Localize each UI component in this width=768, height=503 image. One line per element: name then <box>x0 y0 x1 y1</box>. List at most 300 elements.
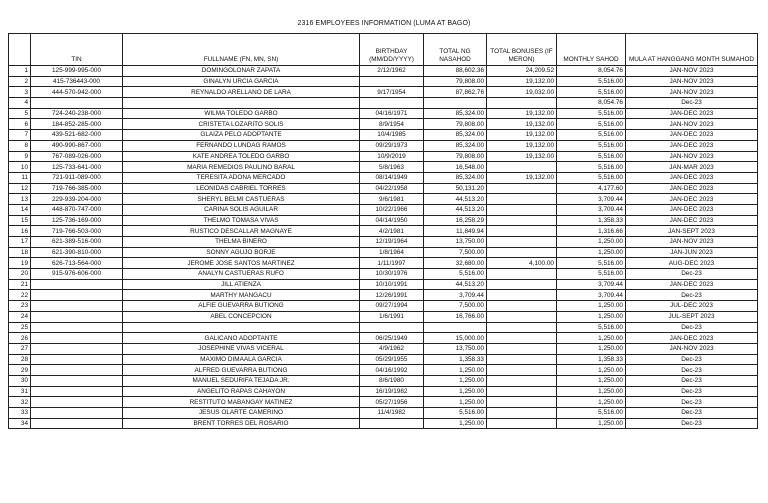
row-number-cell: 28 <box>9 354 31 365</box>
header-total-bonuses: TOTAL BONUSES (IF MERON) <box>487 34 557 66</box>
tin-cell: 125-733-641-000 <box>31 162 123 173</box>
fullname-cell: TERESITA ADONA MERCADO <box>123 172 360 183</box>
row-number-cell: 34 <box>9 418 31 429</box>
tin-cell <box>31 408 123 419</box>
monthly-sahod-cell: 3,709.44 <box>557 204 626 215</box>
total-nasahod-cell: 5,516.00 <box>424 408 487 419</box>
row-number-cell: 26 <box>9 333 31 344</box>
mula-hanggang-cell: JAN-SEPT 2023 <box>626 226 758 237</box>
row-number-cell: 6 <box>9 119 31 130</box>
total-nasahod-cell: 1,250.00 <box>424 397 487 408</box>
mula-hanggang-cell: AUG-DEC 2023 <box>626 258 758 269</box>
birthday-cell: 04/16/1992 <box>360 365 424 376</box>
tin-cell: 229-939-204-000 <box>31 194 123 205</box>
table-row <box>9 194 758 205</box>
total-nasahod-cell: 87,862.76 <box>424 87 487 98</box>
row-number-cell: 1 <box>9 66 31 77</box>
row-number-cell: 31 <box>9 386 31 397</box>
birthday-cell: 05/29/1955 <box>360 354 424 365</box>
total-bonuses-cell <box>487 204 557 215</box>
total-bonuses-cell: 24,209.52 <box>487 66 557 77</box>
fullname-cell: SHERYL BELMI CASTUERAS <box>123 194 360 205</box>
tin-cell: 415-736443-000 <box>31 76 123 87</box>
total-nasahod-cell: 79,808.00 <box>424 151 487 162</box>
total-nasahod-cell: 32,680.00 <box>424 258 487 269</box>
tin-cell: 767-089-026-000 <box>31 151 123 162</box>
monthly-sahod-cell: 5,516.00 <box>557 76 626 87</box>
mula-hanggang-cell: JUL-DEC 2023 <box>626 301 758 312</box>
tin-cell <box>31 301 123 312</box>
header-tin: TIN <box>31 34 123 66</box>
birthday-cell: 1/8/1964 <box>360 247 424 258</box>
mula-hanggang-cell: JAN-NOV 2023 <box>626 76 758 87</box>
tin-cell: 621-390-810-000 <box>31 247 123 258</box>
monthly-sahod-cell: 5,516.00 <box>557 172 626 183</box>
monthly-sahod-cell: 5,516.00 <box>557 322 626 333</box>
total-nasahod-cell: 1,250.00 <box>424 365 487 376</box>
row-number-cell: 30 <box>9 375 31 386</box>
row-number-cell: 13 <box>9 194 31 205</box>
table-row <box>9 98 758 109</box>
total-bonuses-cell <box>487 194 557 205</box>
total-bonuses-cell <box>487 333 557 344</box>
mula-hanggang-cell: Dec-23 <box>626 269 758 280</box>
fullname-cell: RUSTICO DESCALLAR MAGNAYE <box>123 226 360 237</box>
monthly-sahod-cell: 5,516.00 <box>557 108 626 119</box>
table-row <box>9 108 758 119</box>
tin-cell <box>31 290 123 301</box>
total-bonuses-cell: 19,132.00 <box>487 140 557 151</box>
birthday-cell: 05/27/1956 <box>360 397 424 408</box>
fullname-cell: ALFIE GUEVARRA BUTIONG <box>123 301 360 312</box>
total-bonuses-cell <box>487 162 557 173</box>
row-number-cell: 9 <box>9 151 31 162</box>
row-number-cell: 21 <box>9 279 31 290</box>
monthly-sahod-cell: 5,516.00 <box>557 162 626 173</box>
total-bonuses-cell: 19,132.00 <box>487 130 557 141</box>
total-bonuses-cell <box>487 354 557 365</box>
total-nasahod-cell: 15,000.00 <box>424 333 487 344</box>
total-nasahod-cell: 50,131.20 <box>424 183 487 194</box>
table-row <box>9 183 758 194</box>
birthday-cell: 1/6/1991 <box>360 311 424 322</box>
birthday-cell <box>360 76 424 87</box>
table-row <box>9 247 758 258</box>
birthday-cell: 04/22/1958 <box>360 183 424 194</box>
total-nasahod-cell: 85,324.00 <box>424 108 487 119</box>
monthly-sahod-cell: 1,250.00 <box>557 418 626 429</box>
mula-hanggang-cell: Dec-23 <box>626 290 758 301</box>
row-number-cell: 24 <box>9 311 31 322</box>
row-number-cell: 18 <box>9 247 31 258</box>
mula-hanggang-cell: JAN-DEC 2023 <box>626 204 758 215</box>
table-row <box>9 333 758 344</box>
fullname-cell: GLAIZA PELO ADOPTANTE <box>123 130 360 141</box>
total-bonuses-cell: 19,132.00 <box>487 172 557 183</box>
monthly-sahod-cell: 1,250.00 <box>557 301 626 312</box>
total-bonuses-cell <box>487 365 557 376</box>
monthly-sahod-cell: 1,250.00 <box>557 343 626 354</box>
total-nasahod-cell: 85,324.00 <box>424 130 487 141</box>
total-bonuses-cell <box>487 215 557 226</box>
mula-hanggang-cell: JAN-NOV 2023 <box>626 87 758 98</box>
row-number-cell: 32 <box>9 397 31 408</box>
monthly-sahod-cell: 4,177.60 <box>557 183 626 194</box>
mula-hanggang-cell: Dec-23 <box>626 386 758 397</box>
tin-cell: 719-766-503-000 <box>31 226 123 237</box>
birthday-cell: 10/10/1991 <box>360 279 424 290</box>
tin-cell: 915-976-606-000 <box>31 269 123 280</box>
table-row <box>9 343 758 354</box>
total-nasahod-cell: 16,548.00 <box>424 162 487 173</box>
table-row <box>9 311 758 322</box>
fullname-cell: THELMO TOMASA VIVAS <box>123 215 360 226</box>
total-bonuses-cell <box>487 226 557 237</box>
table-row <box>9 162 758 173</box>
mula-hanggang-cell: Dec-23 <box>626 98 758 109</box>
birthday-cell: 4/2/1981 <box>360 226 424 237</box>
monthly-sahod-cell: 1,250.00 <box>557 333 626 344</box>
birthday-cell <box>360 322 424 333</box>
table-row <box>9 290 758 301</box>
fullname-cell: FERNANDO LUNDAG RAMOS <box>123 140 360 151</box>
mula-hanggang-cell: Dec-23 <box>626 354 758 365</box>
table-row <box>9 418 758 429</box>
tin-cell: 621-389-516-000 <box>31 237 123 248</box>
fullname-cell: REYNALDO ARELLANO DE LARA <box>123 87 360 98</box>
fullname-cell: JOSEPHINE VIVAS VICERAL <box>123 343 360 354</box>
table-header-row <box>9 34 758 66</box>
total-nasahod-cell: 5,516.00 <box>424 269 487 280</box>
monthly-sahod-cell: 5,516.00 <box>557 151 626 162</box>
tin-cell <box>31 397 123 408</box>
mula-hanggang-cell: JAN-NOV 2023 <box>626 151 758 162</box>
total-bonuses-cell <box>487 386 557 397</box>
monthly-sahod-cell: 5,516.00 <box>557 140 626 151</box>
mula-hanggang-cell: JAN-NOV 2023 <box>626 237 758 248</box>
table-body <box>9 66 758 429</box>
table-row <box>9 226 758 237</box>
fullname-cell: MARTHY MANGACU <box>123 290 360 301</box>
row-number-cell: 14 <box>9 204 31 215</box>
total-bonuses-cell <box>487 311 557 322</box>
table-row <box>9 408 758 419</box>
birthday-cell <box>360 418 424 429</box>
birthday-cell: 2/12/1962 <box>360 66 424 77</box>
birthday-cell: 1/11/1997 <box>360 258 424 269</box>
monthly-sahod-cell: 1,316.66 <box>557 226 626 237</box>
total-nasahod-cell: 44,513.20 <box>424 204 487 215</box>
tin-cell: 439-521-682-000 <box>31 130 123 141</box>
monthly-sahod-cell: 3,709.44 <box>557 290 626 301</box>
fullname-cell: SONNY AGUJO BORJE <box>123 247 360 258</box>
table-row <box>9 215 758 226</box>
total-nasahod-cell: 13,750.00 <box>424 343 487 354</box>
monthly-sahod-cell: 3,709.44 <box>557 194 626 205</box>
birthday-cell: 09/27/1994 <box>360 301 424 312</box>
birthday-cell: 08/14/1949 <box>360 172 424 183</box>
mula-hanggang-cell: JAN-DEC 2023 <box>626 333 758 344</box>
mula-hanggang-cell: JAN-DEC 2023 <box>626 172 758 183</box>
header-birthday: BIRTHDAY (MM/DD/YYYY) <box>360 34 424 66</box>
tin-cell: 626-713-564-000 <box>31 258 123 269</box>
table-row <box>9 76 758 87</box>
total-bonuses-cell <box>487 98 557 109</box>
row-number-cell: 20 <box>9 269 31 280</box>
birthday-cell: 8/9/1954 <box>360 119 424 130</box>
header-no <box>9 34 31 66</box>
table-row <box>9 87 758 98</box>
tin-cell <box>31 98 123 109</box>
birthday-cell: 09/29/1973 <box>360 140 424 151</box>
total-nasahod-cell: 44,513.20 <box>424 194 487 205</box>
mula-hanggang-cell: Dec-23 <box>626 397 758 408</box>
birthday-cell: 5/8/1963 <box>360 162 424 173</box>
tin-cell <box>31 354 123 365</box>
total-nasahod-cell: 16,258.29 <box>424 215 487 226</box>
monthly-sahod-cell: 1,250.00 <box>557 397 626 408</box>
monthly-sahod-cell: 5,516.00 <box>557 87 626 98</box>
table-row <box>9 386 758 397</box>
fullname-cell: ANGELITO RAPAS CAHAYON <box>123 386 360 397</box>
mula-hanggang-cell: JAN-NOV 2023 <box>626 66 758 77</box>
table-row <box>9 269 758 280</box>
fullname-cell: DOMINGOLONAR ZAPATA <box>123 66 360 77</box>
fullname-cell: KATE ANDREA TOLEDO GARBO <box>123 151 360 162</box>
birthday-cell: 12/26/1991 <box>360 290 424 301</box>
header-monthly-sahod: MONTHLY SAHOD <box>557 34 626 66</box>
total-bonuses-cell: 19,132.00 <box>487 108 557 119</box>
header-total-ng-nasahod: TOTAL NG NASAHOD <box>424 34 487 66</box>
fullname-cell: THELMA BINERO <box>123 237 360 248</box>
mula-hanggang-cell: JAN-DEC 2023 <box>626 140 758 151</box>
fullname-cell: MANUEL SEDURIFA TEJADA JR. <box>123 375 360 386</box>
total-bonuses-cell <box>487 418 557 429</box>
tin-cell <box>31 343 123 354</box>
tin-cell <box>31 311 123 322</box>
table-row <box>9 130 758 141</box>
tin-cell <box>31 322 123 333</box>
monthly-sahod-cell: 1,250.00 <box>557 237 626 248</box>
fullname-cell: LEONIDAS CABRIEL TORRES <box>123 183 360 194</box>
row-number-cell: 25 <box>9 322 31 333</box>
monthly-sahod-cell: 1,250.00 <box>557 247 626 258</box>
total-bonuses-cell <box>487 408 557 419</box>
birthday-cell: 10/4/1985 <box>360 130 424 141</box>
fullname-cell: JESUS OLARTE CAMERINO <box>123 408 360 419</box>
mula-hanggang-cell: JAN-DEC 2023 <box>626 194 758 205</box>
total-nasahod-cell: 44,513.20 <box>424 279 487 290</box>
monthly-sahod-cell: 5,516.00 <box>557 408 626 419</box>
mula-hanggang-cell: JAN-JUN 2023 <box>626 247 758 258</box>
total-bonuses-cell <box>487 290 557 301</box>
total-bonuses-cell <box>487 279 557 290</box>
row-number-cell: 4 <box>9 98 31 109</box>
total-bonuses-cell <box>487 301 557 312</box>
total-nasahod-cell: 85,324.00 <box>424 172 487 183</box>
monthly-sahod-cell: 1,250.00 <box>557 375 626 386</box>
monthly-sahod-cell: 5,516.00 <box>557 130 626 141</box>
total-bonuses-cell: 19,132.00 <box>487 76 557 87</box>
mula-hanggang-cell: Dec-23 <box>626 322 758 333</box>
tin-cell <box>31 365 123 376</box>
birthday-cell: 10/30/1976 <box>360 269 424 280</box>
tin-cell <box>31 279 123 290</box>
mula-hanggang-cell: JAN-DEC 2023 <box>626 183 758 194</box>
table-row <box>9 151 758 162</box>
total-nasahod-cell: 7,500.00 <box>424 301 487 312</box>
row-number-cell: 33 <box>9 408 31 419</box>
total-nasahod-cell: 1,358.33 <box>424 354 487 365</box>
tin-cell <box>31 418 123 429</box>
tin-cell: 721-911-089-000 <box>31 172 123 183</box>
row-number-cell: 22 <box>9 290 31 301</box>
table-row <box>9 66 758 77</box>
total-nasahod-cell: 85,324.00 <box>424 140 487 151</box>
row-number-cell: 17 <box>9 237 31 248</box>
table-row <box>9 301 758 312</box>
mula-hanggang-cell: JAN-DEC 2023 <box>626 130 758 141</box>
table-row <box>9 279 758 290</box>
birthday-cell: 04/16/1971 <box>360 108 424 119</box>
tin-cell: 125-999-995-000 <box>31 66 123 77</box>
tin-cell <box>31 375 123 386</box>
tin-cell: 490-990-867-000 <box>31 140 123 151</box>
table-row <box>9 365 758 376</box>
fullname-cell: ALFRED GUEVARRA BUTIONG <box>123 365 360 376</box>
total-nasahod-cell <box>424 98 487 109</box>
fullname-cell <box>123 322 360 333</box>
total-bonuses-cell: 4,100.00 <box>487 258 557 269</box>
mula-hanggang-cell: JAN-DEC 2023 <box>626 279 758 290</box>
total-nasahod-cell: 7,500.00 <box>424 247 487 258</box>
row-number-cell: 11 <box>9 172 31 183</box>
table-row <box>9 397 758 408</box>
row-number-cell: 7 <box>9 130 31 141</box>
monthly-sahod-cell: 3,709.44 <box>557 279 626 290</box>
table-row <box>9 140 758 151</box>
total-bonuses-cell <box>487 247 557 258</box>
monthly-sahod-cell: 8,054.76 <box>557 66 626 77</box>
fullname-cell: JILL ATIENZA <box>123 279 360 290</box>
total-bonuses-cell <box>487 322 557 333</box>
tin-cell: 448-870-747-000 <box>31 204 123 215</box>
birthday-cell: 9/6/1981 <box>360 194 424 205</box>
total-bonuses-cell: 19,032.00 <box>487 87 557 98</box>
fullname-cell: ABEL CONCEPCION <box>123 311 360 322</box>
row-number-cell: 15 <box>9 215 31 226</box>
table-row <box>9 322 758 333</box>
monthly-sahod-cell: 5,516.00 <box>557 258 626 269</box>
tin-cell <box>31 386 123 397</box>
header-fullname: FULLNAME (FN, MN, SN) <box>123 34 360 66</box>
total-nasahod-cell: 79,808.00 <box>424 76 487 87</box>
mula-hanggang-cell: Dec-23 <box>626 375 758 386</box>
mula-hanggang-cell: Dec-23 <box>626 418 758 429</box>
fullname-cell: BRENT TORRES DEL ROSARIO <box>123 418 360 429</box>
fullname-cell: CARINA SOLIS AGUILAR <box>123 204 360 215</box>
table-row <box>9 354 758 365</box>
total-nasahod-cell: 79,808.00 <box>424 119 487 130</box>
total-bonuses-cell <box>487 343 557 354</box>
total-nasahod-cell <box>424 322 487 333</box>
tin-cell <box>31 333 123 344</box>
row-number-cell: 19 <box>9 258 31 269</box>
total-bonuses-cell <box>487 183 557 194</box>
birthday-cell: 9/17/1954 <box>360 87 424 98</box>
total-nasahod-cell: 3,709.44 <box>424 290 487 301</box>
mula-hanggang-cell: Dec-23 <box>626 408 758 419</box>
employees-table <box>8 33 758 429</box>
table-row <box>9 375 758 386</box>
table-row <box>9 119 758 130</box>
fullname-cell: MAXIMO DIMAALA GARCIA <box>123 354 360 365</box>
birthday-cell: 12/19/1964 <box>360 237 424 248</box>
fullname-cell: GALICANO ADOPTANTE <box>123 333 360 344</box>
fullname-cell: JEROME JOSE SANTOS MARTINEZ <box>123 258 360 269</box>
tin-cell: 184-852-285-000 <box>31 119 123 130</box>
row-number-cell: 12 <box>9 183 31 194</box>
birthday-cell: 04/14/1950 <box>360 215 424 226</box>
fullname-cell: GINALYN URCIA GARCIA <box>123 76 360 87</box>
birthday-cell: 10/9/2019 <box>360 151 424 162</box>
monthly-sahod-cell: 1,358.33 <box>557 215 626 226</box>
total-bonuses-cell: 19,132.00 <box>487 119 557 130</box>
fullname-cell: MARIA REMEDIOS PAULINO BARAL <box>123 162 360 173</box>
header-mula-at-hanggang: MULA AT HANGGANG MONTH SUMAHOD <box>626 34 758 66</box>
monthly-sahod-cell: 5,516.00 <box>557 269 626 280</box>
row-number-cell: 27 <box>9 343 31 354</box>
row-number-cell: 5 <box>9 108 31 119</box>
total-nasahod-cell: 1,250.00 <box>424 418 487 429</box>
monthly-sahod-cell: 5,516.00 <box>557 119 626 130</box>
mula-hanggang-cell: JAN-NOV 2023 <box>626 119 758 130</box>
row-number-cell: 23 <box>9 301 31 312</box>
monthly-sahod-cell: 1,250.00 <box>557 311 626 322</box>
table-row <box>9 258 758 269</box>
fullname-cell: ANALYN CASTUERAS RUFO <box>123 269 360 280</box>
fullname-cell: WILMA TOLEDO GARBO <box>123 108 360 119</box>
total-bonuses-cell <box>487 269 557 280</box>
total-nasahod-cell: 16,766.00 <box>424 311 487 322</box>
total-nasahod-cell: 11,849.94 <box>424 226 487 237</box>
tin-cell: 719-766-385-000 <box>31 183 123 194</box>
table-row <box>9 172 758 183</box>
fullname-cell: CRISTETA LOZARITO SOLIS <box>123 119 360 130</box>
monthly-sahod-cell: 1,250.00 <box>557 386 626 397</box>
table-row <box>9 204 758 215</box>
total-nasahod-cell: 1,250.00 <box>424 386 487 397</box>
birthday-cell: 11/4/1982 <box>360 408 424 419</box>
row-number-cell: 8 <box>9 140 31 151</box>
birthday-cell: 16/19/1982 <box>360 386 424 397</box>
document-title: 2316 EMPLOYEES INFORMATION (LUMA AT BAGO) <box>297 20 471 27</box>
tin-cell: 444-570-942-000 <box>31 87 123 98</box>
row-number-cell: 10 <box>9 162 31 173</box>
mula-hanggang-cell: JAN-DEC 2023 <box>626 108 758 119</box>
total-nasahod-cell: 1,250.00 <box>424 375 487 386</box>
monthly-sahod-cell: 1,250.00 <box>557 365 626 376</box>
total-bonuses-cell <box>487 375 557 386</box>
monthly-sahod-cell: 8,054.76 <box>557 98 626 109</box>
mula-hanggang-cell: JAN-NOV 2023 <box>626 343 758 354</box>
birthday-cell: 10/22/1966 <box>360 204 424 215</box>
birthday-cell: 06/25/1949 <box>360 333 424 344</box>
fullname-cell <box>123 98 360 109</box>
birthday-cell: 8/6/1980 <box>360 375 424 386</box>
total-bonuses-cell: 19,132.00 <box>487 151 557 162</box>
mula-hanggang-cell: JAN-DEC 2023 <box>626 215 758 226</box>
